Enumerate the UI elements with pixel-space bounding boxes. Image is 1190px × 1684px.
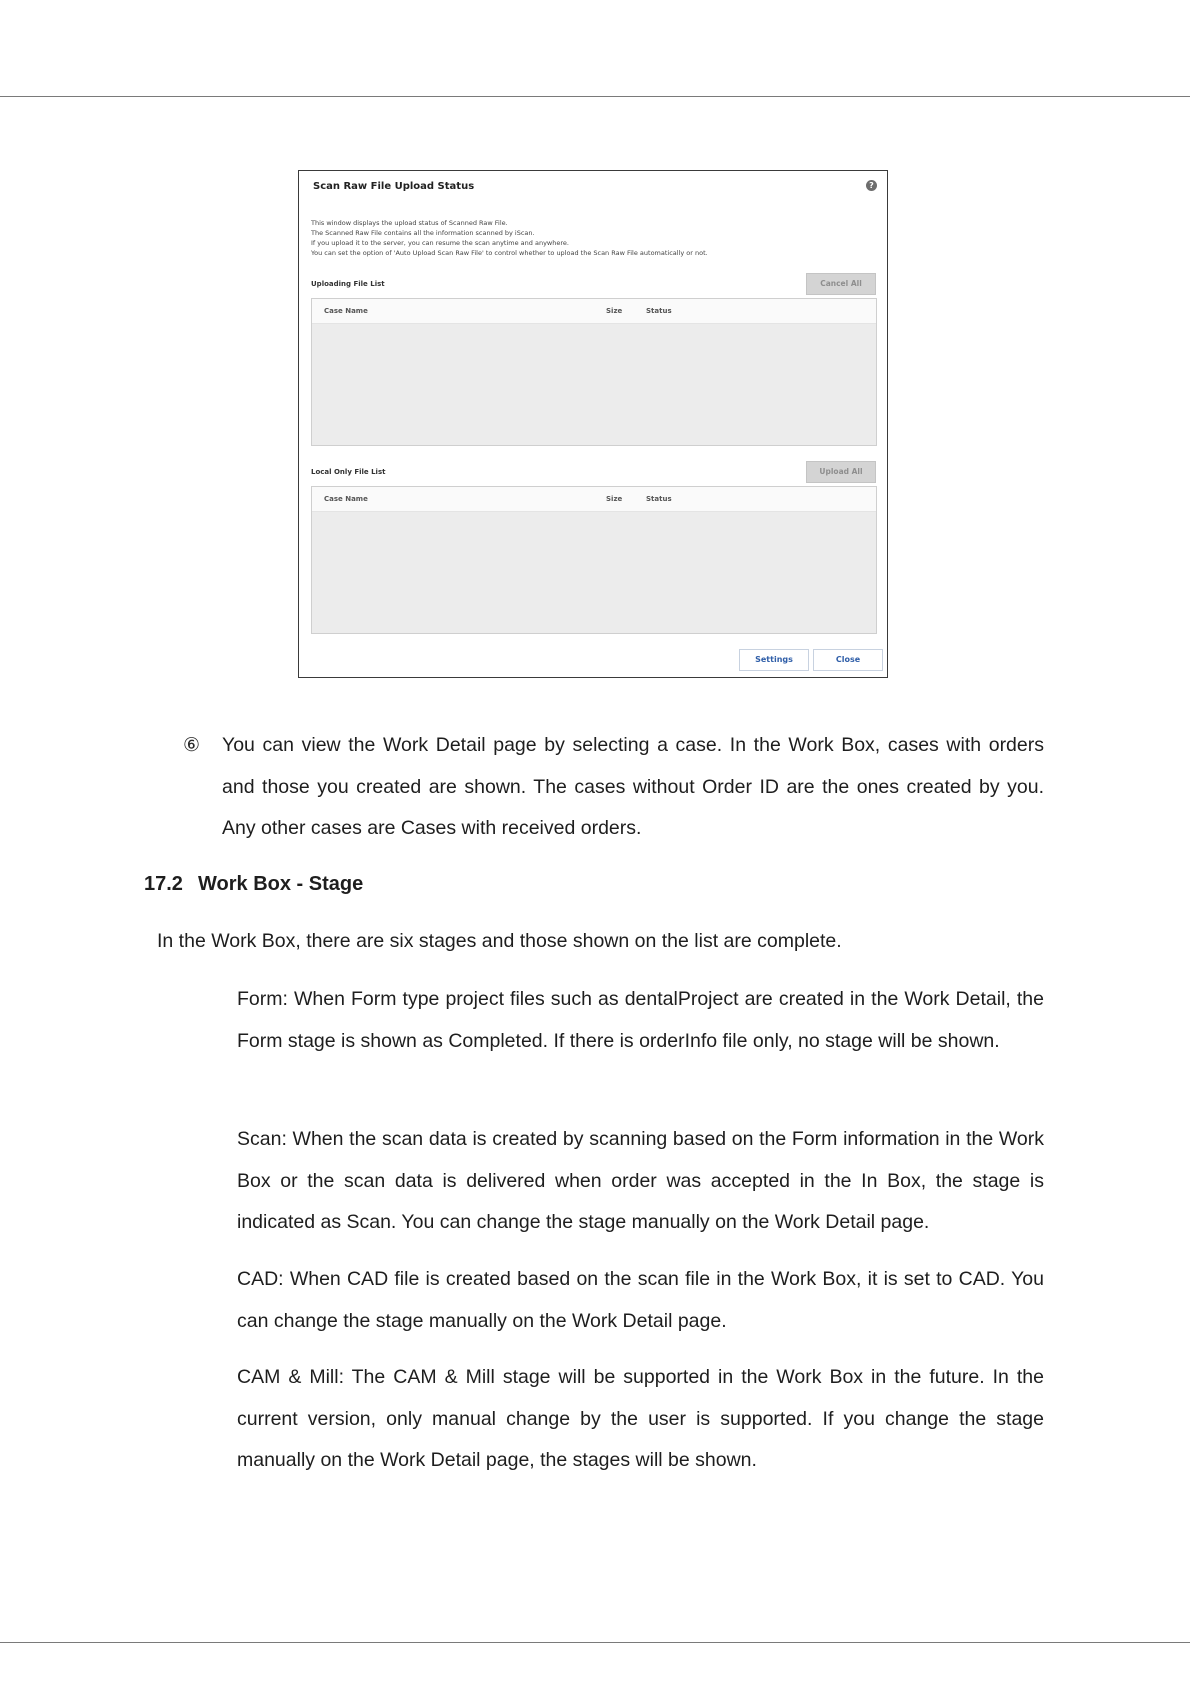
uploading-file-list-title: Uploading File List <box>311 280 385 288</box>
help-icon[interactable]: ? <box>866 180 877 191</box>
description-line: If you upload it to the server, you can resume the scan anytime and anywhere. <box>311 239 569 247</box>
dialog-title: Scan Raw File Upload Status <box>313 181 475 192</box>
column-status[interactable]: Status <box>646 495 672 503</box>
upload-all-button[interactable]: Upload All <box>806 461 876 483</box>
close-button[interactable]: Close <box>813 649 883 671</box>
stage-cad: CAD: When CAD file is created based on the scan file in the Work Box, it is set to CAD. You can change the stage manually on the Work Detail page. <box>237 1268 1044 1332</box>
section-intro: In the Work Box, there are six stages and those shown on the list are complete. <box>157 930 842 952</box>
section-heading <box>144 869 363 899</box>
stage-cam-mill: CAM & Mill: The CAM & Mill stage will be supported in the Work Box in the future. In the current version, only manual change by the user is supported. If you change the stage manually on the Work Detail page, the stages will be shown. <box>237 1366 1044 1471</box>
cancel-all-button[interactable]: Cancel All <box>806 273 876 295</box>
column-status[interactable]: Status <box>646 307 672 315</box>
header-rule <box>0 96 1190 97</box>
section-title: Work Box - Stage <box>198 873 364 895</box>
scan-raw-file-upload-dialog <box>298 170 888 678</box>
column-case-name[interactable]: Case Name <box>324 495 368 503</box>
dialog-description <box>311 218 871 258</box>
description-line: The Scanned Raw File contains all the information scanned by iScan. <box>311 229 535 237</box>
local-only-file-list[interactable] <box>311 486 877 634</box>
description-line: This window displays the upload status of Scanned Raw File. <box>311 219 508 227</box>
item-6-text: You can view the Work Detail page by selecting a case. In the Work Box, cases with orders and those you created are shown. The cases without Order ID are the ones created by you. Any other cases are Cases with received orders. <box>222 734 1044 839</box>
list-header <box>312 487 876 512</box>
footer-rule <box>0 1642 1190 1643</box>
column-size[interactable]: Size <box>606 495 623 503</box>
local-only-file-list-title: Local Only File List <box>311 468 386 476</box>
list-header <box>312 299 876 324</box>
list-marker-6: ⑥ <box>183 735 201 756</box>
section-number: 17.2 <box>144 873 183 895</box>
stage-scan: Scan: When the scan data is created by scanning based on the Form information in the Work Box or the scan data is delivered when order was accepted in the In Box, the stage is indicated as Scan. You can change the stage manually on the Work Detail page. <box>237 1128 1044 1233</box>
uploading-file-list[interactable] <box>311 298 877 446</box>
settings-button[interactable]: Settings <box>739 649 809 671</box>
column-size[interactable]: Size <box>606 307 623 315</box>
description-line: You can set the option of 'Auto Upload Scan Raw File' to control whether to upload the Scan Raw File automatically or not. <box>311 249 708 257</box>
stage-form: Form: When Form type project files such as dentalProject are created in the Work Detail, the Form stage is shown as Completed. If there is orderInfo file only, no stage will be shown. <box>237 988 1044 1052</box>
column-case-name[interactable]: Case Name <box>324 307 368 315</box>
